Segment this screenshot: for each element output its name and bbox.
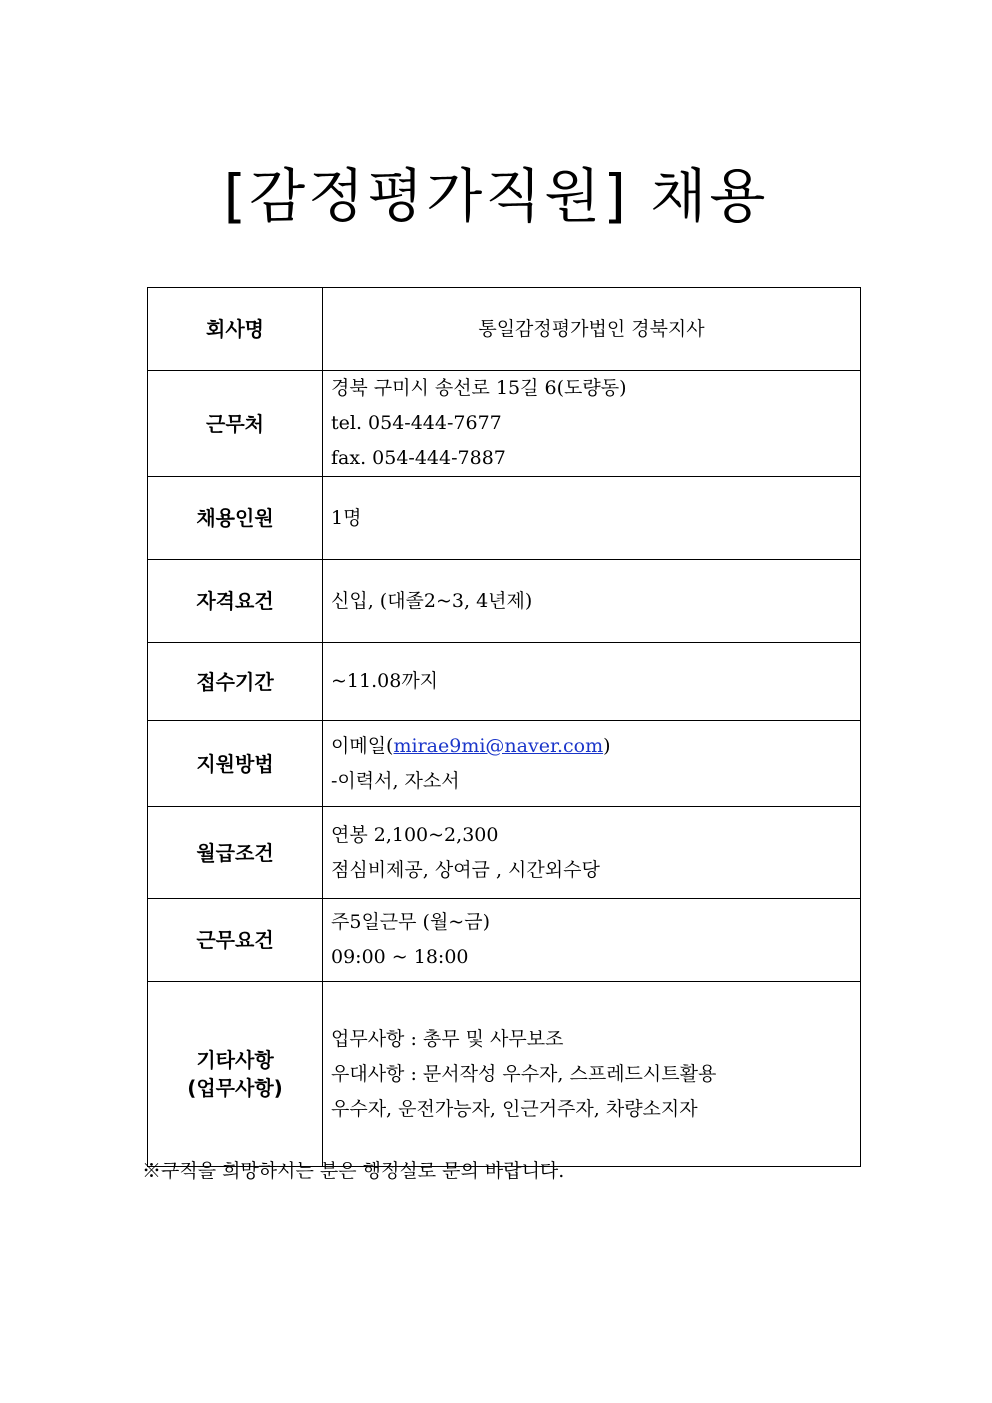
period-value: ~11.08까지 xyxy=(323,643,861,721)
salary-label: 월급조건 xyxy=(148,807,323,899)
table-row-workplace xyxy=(148,371,861,477)
email-link[interactable]: mirae9mi@naver.com xyxy=(393,734,604,757)
etc-value xyxy=(323,982,861,1167)
hours-value xyxy=(323,899,861,982)
salary-value xyxy=(323,807,861,899)
etc-label-line1: 기타사항 xyxy=(196,1048,274,1072)
page-title: [감정평가직원] 채용 xyxy=(223,162,769,230)
headcount-label: 채용인원 xyxy=(148,477,323,560)
apply-email-line xyxy=(331,729,860,764)
period-label: 접수기간 xyxy=(148,643,323,721)
hours-label: 근무요건 xyxy=(148,899,323,982)
apply-documents: -이력서, 자소서 xyxy=(331,769,460,792)
apply-email-prefix: 이메일( xyxy=(331,734,394,757)
apply-label: 지원방법 xyxy=(148,721,323,807)
apply-email-suffix: ) xyxy=(603,734,611,757)
etc-label xyxy=(148,982,323,1167)
table-row-company xyxy=(148,288,861,371)
table-row-etc xyxy=(148,982,861,1167)
company-value: 통일감정평가법인 경북지사 xyxy=(323,288,861,371)
headcount-value: 1명 xyxy=(323,477,861,560)
qualification-label: 자격요건 xyxy=(148,560,323,643)
workplace-label: 근무처 xyxy=(148,371,323,477)
table-row-headcount xyxy=(148,477,861,560)
apply-value xyxy=(323,721,861,807)
company-label: 회사명 xyxy=(148,288,323,371)
etc-preferred-cont: 우수자, 운전가능자, 인근거주자, 차량소지자 xyxy=(331,1097,698,1120)
table-row-salary xyxy=(148,807,861,899)
table-row-hours xyxy=(148,899,861,982)
workplace-address: 경북 구미시 송선로 15길 6(도량동) xyxy=(331,377,627,399)
table-row-period xyxy=(148,643,861,721)
table-row-apply xyxy=(148,721,861,807)
qualification-value: 신입, (대졸2~3, 4년제) xyxy=(323,560,861,643)
hours-time: 09:00 ~ 18:00 xyxy=(331,946,469,968)
table-row-qualification xyxy=(148,560,861,643)
etc-duties: 업무사항 : 총무 및 사무보조 xyxy=(331,1027,564,1050)
salary-benefits: 점심비제공, 상여금 , 시간외수당 xyxy=(331,858,600,881)
workplace-value xyxy=(323,371,861,477)
footer-note: ※구직을 희망하시는 분은 행정실로 문의 바랍니다. xyxy=(142,1160,565,1182)
job-info-table xyxy=(147,287,861,1167)
etc-label-line2: (업무사항) xyxy=(187,1076,283,1100)
hours-days: 주5일근무 (월~금) xyxy=(331,911,490,933)
workplace-tel: tel. 054-444-7677 xyxy=(331,412,502,434)
salary-annual: 연봉 2,100~2,300 xyxy=(331,823,499,846)
workplace-fax: fax. 054-444-7887 xyxy=(331,447,506,469)
etc-preferred: 우대사항 : 문서작성 우수자, 스프레드시트활용 xyxy=(331,1062,717,1085)
